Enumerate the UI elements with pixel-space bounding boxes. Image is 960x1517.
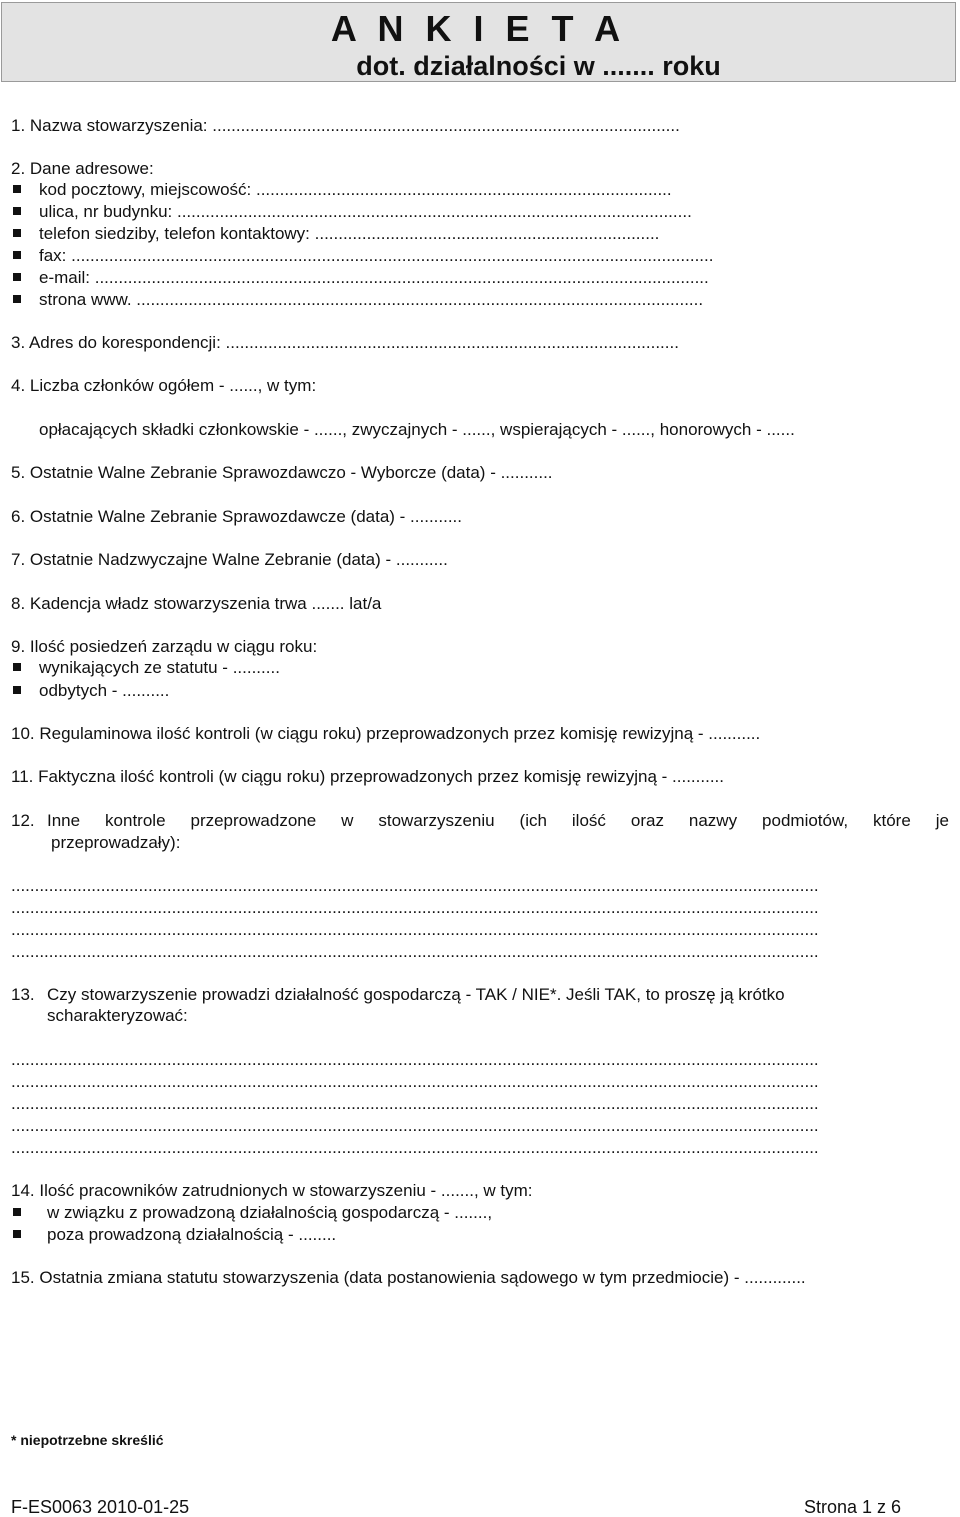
answer-line: ........................................................................................................................................................................... bbox=[11, 1072, 819, 1091]
bullet-icon bbox=[13, 185, 21, 193]
item-12-text-line2: przeprowadzały): bbox=[51, 833, 181, 852]
bullet-icon bbox=[13, 273, 21, 281]
answer-line: ........................................................................................................................................................................... bbox=[11, 1138, 819, 1157]
item-10-regulatory-controls: 10. Regulaminowa ilość kontroli (w ciągu roku) przeprowadzonych przez komisję rewizyjną - ........... bbox=[11, 724, 761, 743]
item-12-number: 12. bbox=[11, 811, 35, 830]
answer-line: ........................................................................................................................................................................... bbox=[11, 942, 819, 961]
item-15-statute-change: 15. Ostatnia zmiana statutu stowarzyszenia (data postanowienia sądowego w tym przedmiocie) - ............. bbox=[11, 1268, 806, 1287]
item-9-statutory: wynikających ze statutu - .......... bbox=[39, 658, 280, 677]
document-code: F-ES0063 2010-01-25 bbox=[11, 1497, 190, 1517]
item-13-text-line1: Czy stowarzyszenie prowadzi działalność gospodarczą - TAK / NIE*. Jeśli TAK, to proszę ją krótko bbox=[47, 985, 785, 1004]
form-title: A N K I E T A bbox=[330, 8, 627, 49]
item-13-number: 13. bbox=[11, 985, 35, 1004]
answer-line: ........................................................................................................................................................................... bbox=[11, 876, 819, 895]
form-header bbox=[1, 2, 956, 82]
bullet-icon bbox=[13, 686, 21, 694]
item-2-fax: fax: ........................................................................................................................................ bbox=[39, 246, 714, 265]
item-1-association-name: 1. Nazwa stowarzyszenia: ................................................................................................... bbox=[11, 116, 680, 135]
page-number: Strona 1 z 6 bbox=[804, 1497, 902, 1517]
item-14-employees: 14. Ilość pracowników zatrudnionych w stowarzyszeniu - ......., w tym: bbox=[11, 1181, 533, 1200]
item-5-last-general-meeting-election: 5. Ostatnie Walne Zebranie Sprawozdawczo - Wyborcze (data) - ........... bbox=[11, 463, 553, 482]
item-9-held: odbytych - .......... bbox=[39, 681, 170, 700]
item-13-text-line2: scharakteryzować: bbox=[47, 1006, 188, 1025]
bullet-icon bbox=[13, 1208, 21, 1216]
item-3-correspondence-address: 3. Adres do korespondencji: ................................................................................................ bbox=[11, 333, 679, 352]
answer-line: ........................................................................................................................................................................... bbox=[11, 898, 819, 917]
bullet-icon bbox=[13, 251, 21, 259]
bullet-icon bbox=[13, 207, 21, 215]
item-2-website: strona www. ........................................................................................................................ bbox=[39, 290, 704, 309]
bullet-icon bbox=[13, 295, 21, 303]
item-4-members-breakdown: opłacających składki członkowskie - ......, zwyczajnych - ......, wspierających - ......, honorowych - ...... bbox=[39, 420, 795, 439]
form-subtitle: dot. działalności w ....... roku bbox=[356, 51, 721, 81]
item-12-text-line1: Inne kontrole przeprowadzone w stowarzyszeniu (ich ilość oraz nazwy podmiotów, które je bbox=[47, 811, 949, 830]
item-2-street: ulica, nr budynku: ............................................................................................................. bbox=[39, 202, 692, 221]
bullet-icon bbox=[13, 1230, 21, 1238]
item-14-business-activity: w związku z prowadzoną działalnością gospodarczą - ......., bbox=[47, 1203, 493, 1222]
item-11-actual-controls: 11. Faktyczna ilość kontroli (w ciągu roku) przeprowadzonych przez komisję rewizyjną - ........... bbox=[11, 767, 724, 786]
item-8-term-of-office: 8. Kadencja władz stowarzyszenia trwa ....... lat/a bbox=[11, 594, 382, 613]
bullet-icon bbox=[13, 663, 21, 671]
answer-line: ........................................................................................................................................................................... bbox=[11, 920, 819, 939]
bullet-icon bbox=[13, 229, 21, 237]
item-2-phone: telefon siedziby, telefon kontaktowy: ......................................................................... bbox=[39, 224, 660, 243]
answer-line: ........................................................................................................................................................................... bbox=[11, 1094, 819, 1113]
item-7-last-extraordinary-meeting: 7. Ostatnie Nadzwyczajne Walne Zebranie (data) - ........... bbox=[11, 550, 448, 569]
item-14-non-business: poza prowadzoną działalnością - ........ bbox=[47, 1225, 337, 1244]
answer-line: ........................................................................................................................................................................... bbox=[11, 1050, 819, 1069]
item-4-members: 4. Liczba członków ogółem - ......, w tym: bbox=[11, 376, 317, 395]
item-2-email: e-mail: .................................................................................................................................. bbox=[39, 268, 709, 287]
answer-line: ........................................................................................................................................................................... bbox=[11, 1116, 819, 1135]
item-6-last-general-meeting-report: 6. Ostatnie Walne Zebranie Sprawozdawcze (data) - ........... bbox=[11, 507, 463, 526]
item-2-address-heading: 2. Dane adresowe: bbox=[11, 159, 154, 178]
footnote: * niepotrzebne skreślić bbox=[11, 1432, 164, 1448]
item-9-board-meetings: 9. Ilość posiedzeń zarządu w ciągu roku: bbox=[11, 637, 318, 656]
item-2-postal-code: kod pocztowy, miejscowość: ........................................................................................ bbox=[39, 180, 672, 199]
